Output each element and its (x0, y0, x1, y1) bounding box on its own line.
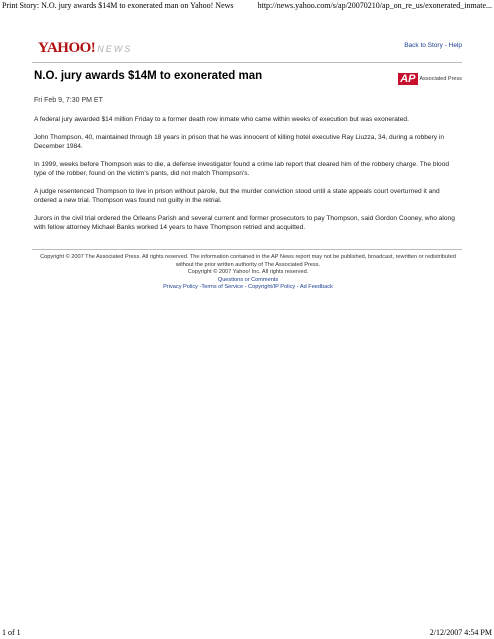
ap-copyright-notice: Copyright © 2007 The Associated Press. All rights reserved. The information contained in the AP News report may not be published, broadcast, rewritten or redistributed without the prior written authority of The Associated Press. (40, 254, 456, 268)
link-separator: - (295, 284, 300, 290)
article-paragraph: In 1999, weeks before Thompson was to die, a defense investigator found a crime lab report that cleared him of the robbery charge. The blood type of the robber, found on the victim's pants, did not match Thompson's. (34, 161, 450, 177)
link-separator: - (442, 42, 449, 49)
ap-logo (398, 73, 462, 85)
print-timestamp: 2/12/2007 4:54 PM (429, 628, 492, 637)
privacy-policy-link[interactable]: Privacy Policy (163, 284, 198, 290)
ad-feedback-link[interactable]: Ad Feedback (299, 284, 333, 290)
copyright-ip-policy-link[interactable]: Copyright/IP Policy (248, 284, 296, 290)
back-to-story-link[interactable]: Back to Story (404, 42, 443, 49)
link-separator: - (197, 284, 202, 290)
print-footer (0, 627, 494, 639)
header-divider (32, 62, 462, 63)
article-body (34, 115, 462, 241)
link-separator: - (243, 284, 249, 290)
page-number: 1 of 1 (2, 628, 21, 637)
yahoo-logo-text: YAHOO! (38, 40, 96, 56)
article-dateline: Fri Feb 9, 7:30 PM ET (34, 97, 103, 104)
questions-row (34, 277, 462, 285)
terms-of-service-link[interactable]: Terms of Service (201, 284, 244, 290)
yahoo-copyright-notice: Copyright © 2007 Yahoo! Inc. All rights reserved. (187, 269, 309, 275)
policy-links-row (34, 284, 462, 292)
yahoo-news-logo[interactable] (38, 40, 132, 56)
print-page-title: Print Story: N.O. jury awards $14M to exonerated man on Yahoo! News (2, 1, 234, 10)
ap-label: Associated Press (419, 76, 462, 82)
article-paragraph: A judge resentenced Thompson to live in prison without parole, but the murder conviction stood until a state appeals court overturned it and ordered a new trial. Thompson was found not guilty in the retrial. (34, 188, 440, 204)
questions-comments-link[interactable]: Questions or Comments (217, 276, 279, 283)
footer-divider (32, 249, 462, 250)
news-logo-text: NEWS (97, 44, 133, 54)
article-title: N.O. jury awards $14M to exonerated man (34, 70, 263, 82)
article-paragraph: Jurors in the civil trial ordered the Orleans Parish and several current and former prosecutors to pay Thompson, said Gordon Cooney, who along with fellow attorney Michael Banks worked 14 years to have Thompson retried and acquitted. (34, 215, 455, 231)
ap-mark-icon: AP (400, 73, 416, 85)
article-paragraph: A federal jury awarded $14 million Friday to a former death row inmate who came within weeks of execution but was exonerated. (34, 116, 409, 123)
print-page-url: http://news.yahoo.com/s/ap/20070210/ap_on_re_us/exonerated_inmate... (257, 1, 492, 10)
print-header (0, 0, 494, 12)
article-paragraph: John Thompson, 40, maintained through 18 years in prison that he was innocent of killing hotel executive Ray Liuzza, 34, during a robbery in December 1984. (34, 134, 445, 150)
help-link[interactable]: Help (448, 42, 462, 49)
top-links (404, 42, 462, 49)
copyright-block (34, 254, 462, 292)
